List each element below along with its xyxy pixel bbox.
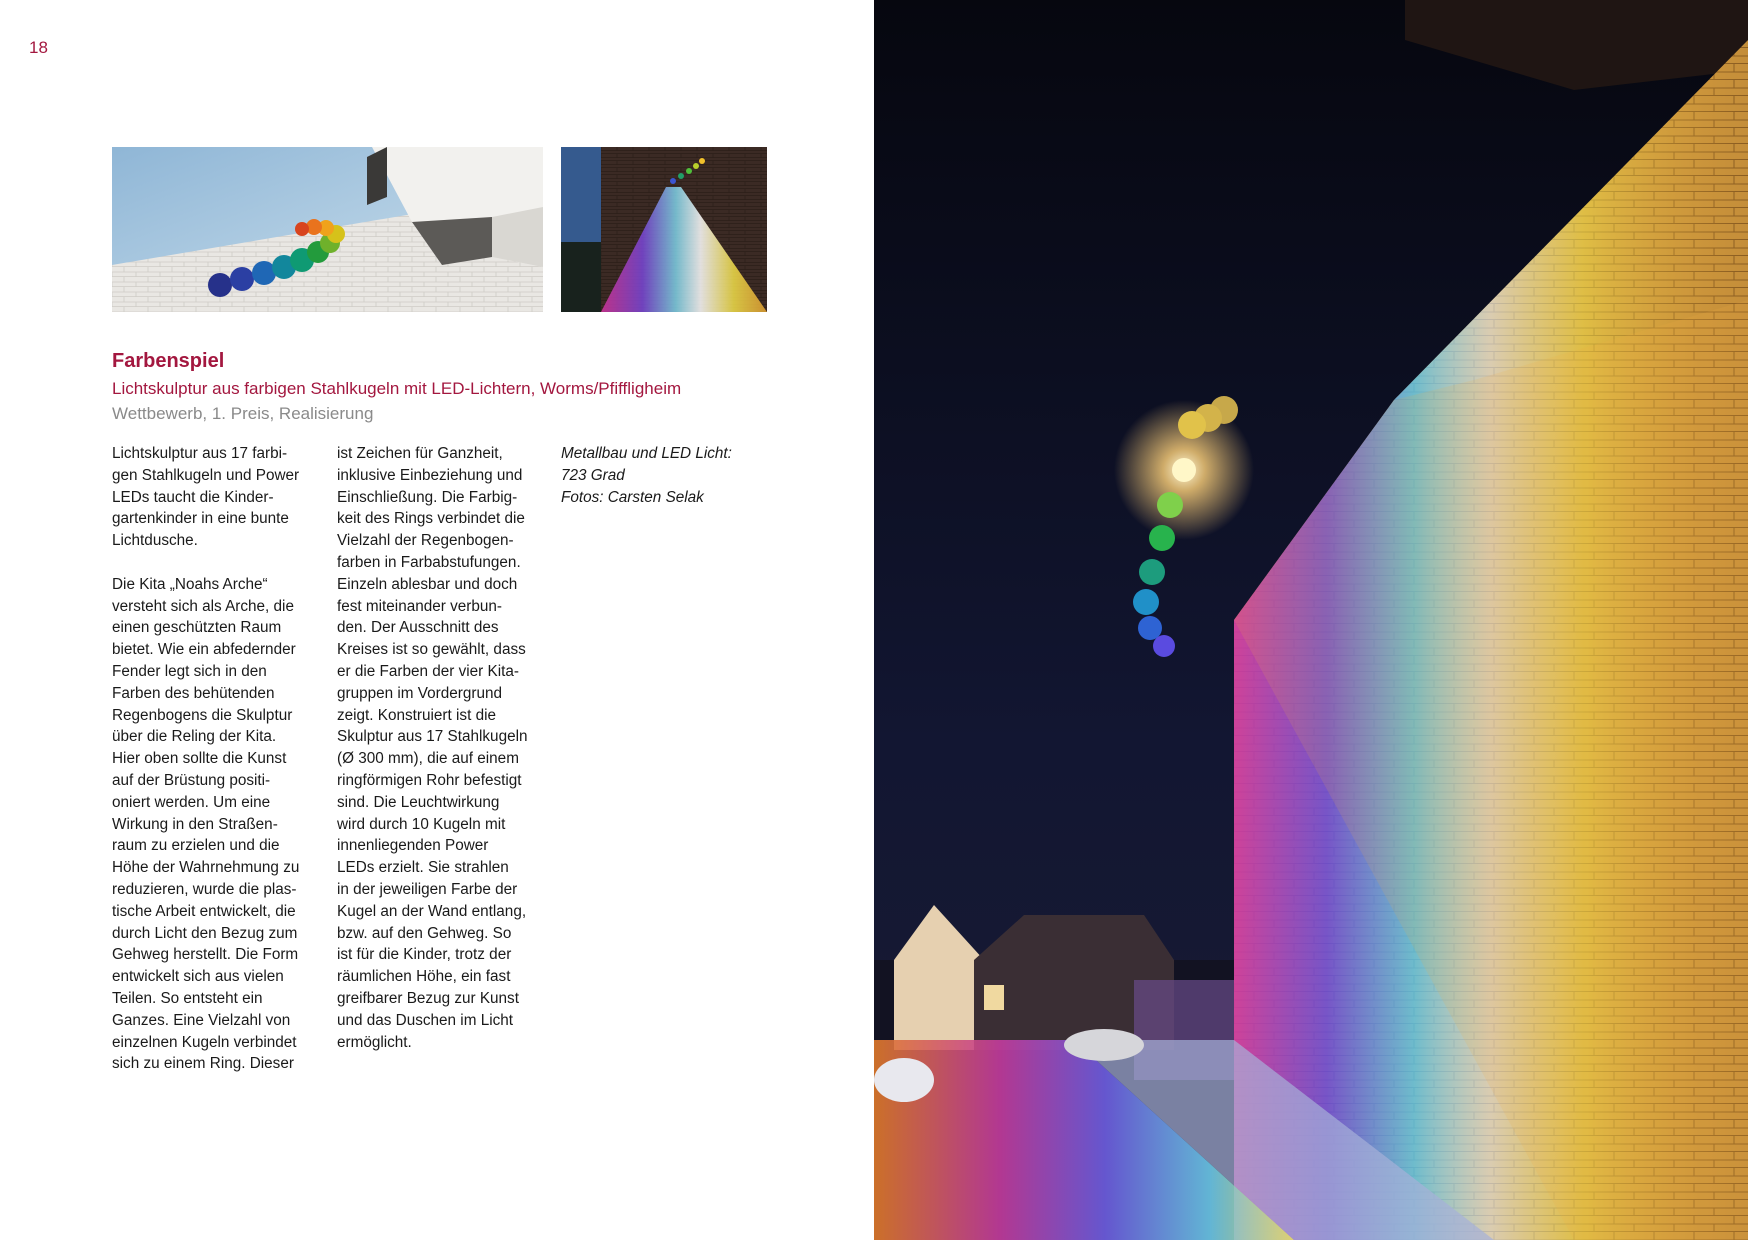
text-line: den. Der Ausschnitt des <box>337 619 499 637</box>
body-column-2 <box>337 443 549 1053</box>
text-line: Hier oben sollte die Kunst <box>112 750 287 768</box>
text-line: raum zu erzielen und die <box>112 837 280 855</box>
text-line: über die Reling der Kita. <box>112 728 277 746</box>
text-line: Wirkung in den Straßen- <box>112 815 278 833</box>
text-line: reduzieren, wurde die plas- <box>112 880 297 898</box>
text-line: farben in Farbabstufungen. <box>337 553 521 571</box>
credits-column <box>561 443 773 508</box>
body-column-1 <box>112 443 324 1075</box>
credit-line: 723 Grad <box>561 466 625 484</box>
text-line: auf der Brüstung positi- <box>112 771 271 789</box>
text-line: Kreises ist so gewählt, dass <box>337 641 526 659</box>
text-line: (Ø 300 mm), die auf einem <box>337 750 519 768</box>
text-line: greifbarer Bezug zur Kunst <box>337 989 519 1007</box>
text-line: keit des Rings verbindet die <box>337 510 525 528</box>
text-line: Regenbogens die Skulptur <box>112 706 293 724</box>
text-line: ist für die Kinder, trotz der <box>337 946 512 964</box>
text-line: Kugel an der Wand entlang, <box>337 902 527 920</box>
text-line: wird durch 10 Kugeln mit <box>337 815 506 833</box>
project-kicker: Wettbewerb, 1. Preis, Realisierung <box>112 404 374 423</box>
paragraph-gap <box>112 552 324 574</box>
text-line: Einschließung. Die Farbig- <box>337 488 518 506</box>
page-number: 18 <box>29 38 48 57</box>
text-line: LEDs erzielt. Sie strahlen <box>337 859 509 877</box>
text-line: sich zu einem Ring. Dieser <box>112 1055 294 1073</box>
night-sculpture-photo <box>874 0 1748 1240</box>
text-line: Fender legt sich in den <box>112 662 267 680</box>
text-line: Farben des behütenden <box>112 684 275 702</box>
text-line: Höhe der Wahrnehmung zu <box>112 859 300 877</box>
project-subtitle: Lichtskulptur aus farbigen Stahlkugeln mit LED-Lichtern, Worms/Pfiffligheim <box>112 379 682 398</box>
right-page-photo <box>874 0 1748 1240</box>
text-line: Vielzahl der Regenbogen- <box>337 532 514 550</box>
text-line: in der jeweiligen Farbe der <box>337 880 518 898</box>
text-line: ist Zeichen für Ganzheit, <box>337 445 503 462</box>
text-line: Die Kita „Noahs Arche“ <box>112 575 268 593</box>
text-line: Teilen. So entsteht ein <box>112 989 263 1007</box>
text-line: fest miteinander verbun- <box>337 597 502 615</box>
photo-daytime-sculpture <box>112 147 543 312</box>
photo-night-wall-light <box>561 147 767 312</box>
text-line: Skulptur aus 17 Stahlkugeln <box>337 728 528 746</box>
text-line: entwickelt sich aus vielen <box>112 968 284 986</box>
text-line: und das Duschen im Licht <box>337 1011 514 1029</box>
credit-line: Fotos: Carsten Selak <box>561 488 704 506</box>
text-line: LEDs taucht die Kinder- <box>112 488 274 506</box>
text-line: räumlichen Höhe, ein fast <box>337 968 511 986</box>
text-line: oniert werden. Um eine <box>112 793 271 811</box>
text-line: versteht sich als Arche, die <box>112 597 294 615</box>
credit-line: Metallbau und LED Licht: <box>561 445 732 462</box>
text-line: Gehweg herstellt. Die Form <box>112 946 299 964</box>
project-title: Farbenspiel <box>112 350 225 372</box>
text-line: innenliegenden Power <box>337 837 489 855</box>
text-line: ermöglicht. <box>337 1033 412 1051</box>
text-line: sind. Die Leuchtwirkung <box>337 793 500 811</box>
text-line: zeigt. Konstruiert ist die <box>337 706 496 724</box>
text-line: durch Licht den Bezug zum <box>112 924 298 942</box>
text-line: Ganzes. Eine Vielzahl von <box>112 1011 291 1029</box>
text-line: einen geschützten Raum <box>112 619 282 637</box>
text-line: einzelnen Kugeln verbindet <box>112 1033 297 1051</box>
text-line: gen Stahlkugeln und Power <box>112 466 300 484</box>
text-line: bzw. auf den Gehweg. So <box>337 924 512 942</box>
text-line: gruppen im Vordergrund <box>337 684 502 702</box>
text-line: Lichtskulptur aus 17 farbi- <box>112 445 288 462</box>
text-line: er die Farben der vier Kita- <box>337 662 519 680</box>
text-line: ringförmigen Rohr befestigt <box>337 771 522 789</box>
text-line: Lichtdusche. <box>112 532 198 550</box>
text-line: inklusive Einbeziehung und <box>337 466 523 484</box>
text-line: tische Arbeit entwickelt, die <box>112 902 296 920</box>
text-line: Einzeln ablesbar und doch <box>337 575 518 593</box>
text-line: bietet. Wie ein abfedernder <box>112 641 296 659</box>
text-line: gartenkinder in eine bunte <box>112 510 289 528</box>
